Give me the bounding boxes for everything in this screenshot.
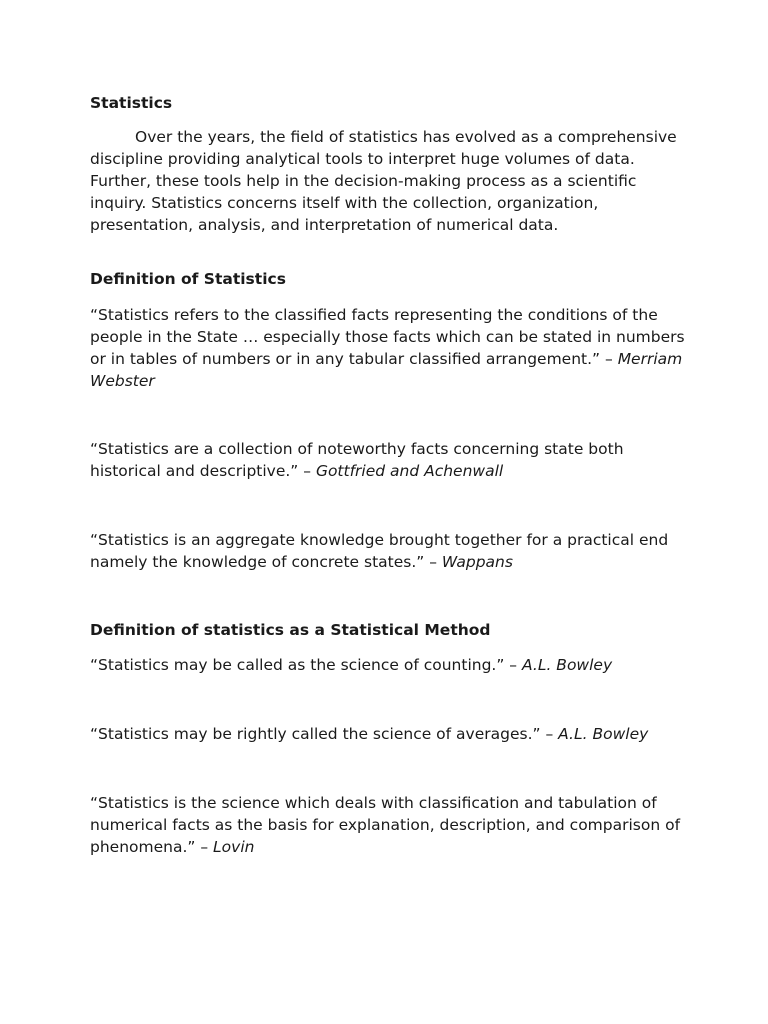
- definition-quote: [90, 529, 690, 573]
- quote-text: “Statistics may be called as the science of counting.” –: [90, 656, 522, 674]
- quote-text: “Statistics is an aggregate knowledge brought together for a practical end namely the knowledge of concrete states.” –: [90, 531, 669, 571]
- quote-text: “Statistics are a collection of noteworthy facts concerning state both historical and descriptive.” –: [90, 440, 624, 480]
- definition-quote: [90, 304, 690, 392]
- section-heading-definitions: Definition of Statistics: [90, 270, 286, 288]
- definition-quote: [90, 723, 690, 745]
- quote-author: A.L. Bowley: [558, 725, 649, 743]
- definition-quote: [90, 654, 690, 676]
- quote-text: “Statistics is the science which deals with classification and tabulation of numerical facts as the basis for explanation, description, and comparison of phenomena.” –: [90, 794, 681, 856]
- definition-quote: [90, 438, 690, 482]
- quote-author: Gottfried and Achenwall: [315, 462, 504, 480]
- quote-text: “Statistics may be rightly called the science of averages.” –: [90, 725, 559, 743]
- quote-author: A.L. Bowley: [522, 656, 613, 674]
- quote-author: Lovin: [213, 838, 255, 856]
- quote-author: Merriam Webster: [90, 350, 683, 390]
- section-heading-statistics: Statistics: [90, 94, 173, 112]
- definition-quote: [90, 792, 690, 858]
- intro-paragraph: Over the years, the field of statistics has evolved as a comprehensive discipline providing analytical tools to interpret huge volumes of data. Further, these tools help in the decision-making process as a scientific inquiry. Statistics concerns itself with the collection, organization, presentation, analysis, and interpretation of numerical data.: [90, 128, 677, 234]
- quote-author: Wappans: [441, 553, 513, 571]
- section-heading-statistical-method: Definition of statistics as a Statistical Method: [90, 621, 491, 639]
- quote-text: “Statistics refers to the classified facts representing the conditions of the people in the State … especially those facts which can be stated in numbers or in tables of numbers or in any tabular classified arrangement.” –: [90, 306, 685, 368]
